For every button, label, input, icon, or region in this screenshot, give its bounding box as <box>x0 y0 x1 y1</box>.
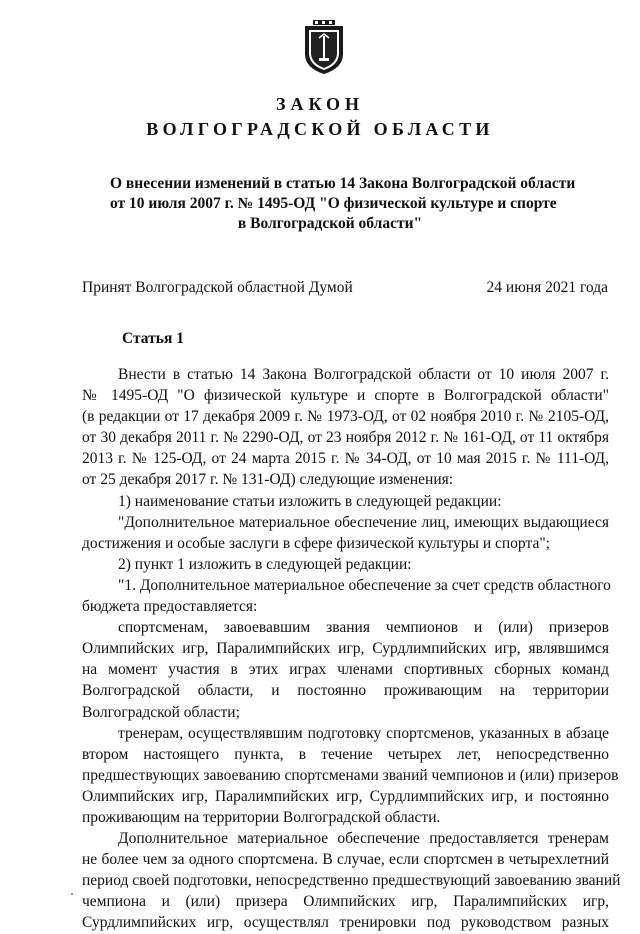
body-line: на момент участия в этих играх членами спортивных сборных команд <box>82 661 609 679</box>
scan-speck <box>71 893 73 895</box>
body-line: чемпиона и (или) призера Олимпийских игр, Паралимпийских игр, <box>82 893 609 911</box>
body-line: 1) наименование статьи изложить в следующей редакции: <box>118 492 502 510</box>
document-type-title: ЗАКОН <box>275 94 365 114</box>
article-body <box>82 364 621 934</box>
body-line: спортсменам, завоевавшим звания чемпионов и (или) призеров <box>118 619 609 637</box>
body-line: "Дополнительное материальное обеспечение лиц, имеющих выдающиеся <box>118 513 609 531</box>
body-line: не более чем за одного спортсмена. В случае, если спортсмен в четырехлетний <box>82 851 609 869</box>
body-line: Внести в статью 14 Закона Волгоградской области от 10 июля 2007 г. <box>118 366 609 383</box>
body-line: Волгоградской области, и постоянно проживающим на территории <box>82 682 609 700</box>
adopted-by: Принят Волгоградской областной Думой <box>82 279 353 296</box>
body-line: проживающим на территории Волгоградской области. <box>82 808 441 826</box>
article-heading: Статья 1 <box>122 330 184 347</box>
body-line: № 1495-ОД "О физической культуре и спорте в Волгоградской области" <box>82 387 609 405</box>
body-line: от 25 декабря 2017 г. № 131-ОД) следующие изменения: <box>82 471 454 489</box>
body-line: от 30 декабря 2011 г. № 2290-ОД, от 23 ноября 2012 г. № 161-ОД, от 11 октября <box>82 429 609 447</box>
body-line: предшествующих завоеванию спортсменами званий чемпионов и (или) призеров <box>82 766 619 784</box>
body-line: Олимпийских игр, Паралимпийских игр, Сурдлимпийских игр, и постоянно <box>82 787 609 805</box>
body-line: Сурдлимпийских игр, осуществлял тренировки под руководством разных <box>82 914 609 932</box>
body-line: Дополнительное материальное обеспечение предоставляется тренерам <box>118 830 609 848</box>
subject-line: в Волгоградской области" <box>237 215 423 232</box>
body-line: втором настоящего пункта, в течение четырех лет, непосредственно <box>82 745 609 763</box>
subject-line: от 10 июля 2007 г. № 1495-ОД "О физической культуре и спорте <box>110 195 557 212</box>
body-line: тренерам, осуществлявшим подготовку спортсменов, указанных в абзаце <box>118 724 609 742</box>
body-line: "1. Дополнительное материальное обеспечение за счет средств областного <box>118 576 611 594</box>
body-line: достижения и особые заслуги в сфере физической культуры и спорта"; <box>82 534 550 552</box>
region-title: ВОЛГОГРАДСКОЙ ОБЛАСТИ <box>146 119 494 139</box>
body-line: Олимпийских игр, Паралимпийских игр, Сурдлимпийских игр, являвшимся <box>82 640 609 658</box>
body-line: (в редакции от 17 декабря 2009 г. № 1973-ОД, от 02 ноября 2010 г. № 2105-ОД, <box>82 408 609 426</box>
adoption-date: 24 июня 2021 года <box>486 279 608 296</box>
body-line: Волгоградской области; <box>82 703 240 721</box>
coat-of-arms-icon <box>299 20 349 76</box>
subject-line: О внесении изменений в статью 14 Закона Волгоградской области <box>110 175 576 192</box>
law-subject <box>110 174 576 234</box>
body-line: 2) пункт 1 изложить в следующей редакции: <box>118 555 412 573</box>
body-line: бюджета предоставляется: <box>82 598 258 616</box>
body-line: период своей подготовки, непосредственно предшествующий завоеванию званий <box>82 872 621 890</box>
body-line: 2013 г. № 125-ОД, от 24 марта 2015 г. № 34-ОД, от 10 мая 2015 г. № 111-ОД, <box>82 450 609 468</box>
